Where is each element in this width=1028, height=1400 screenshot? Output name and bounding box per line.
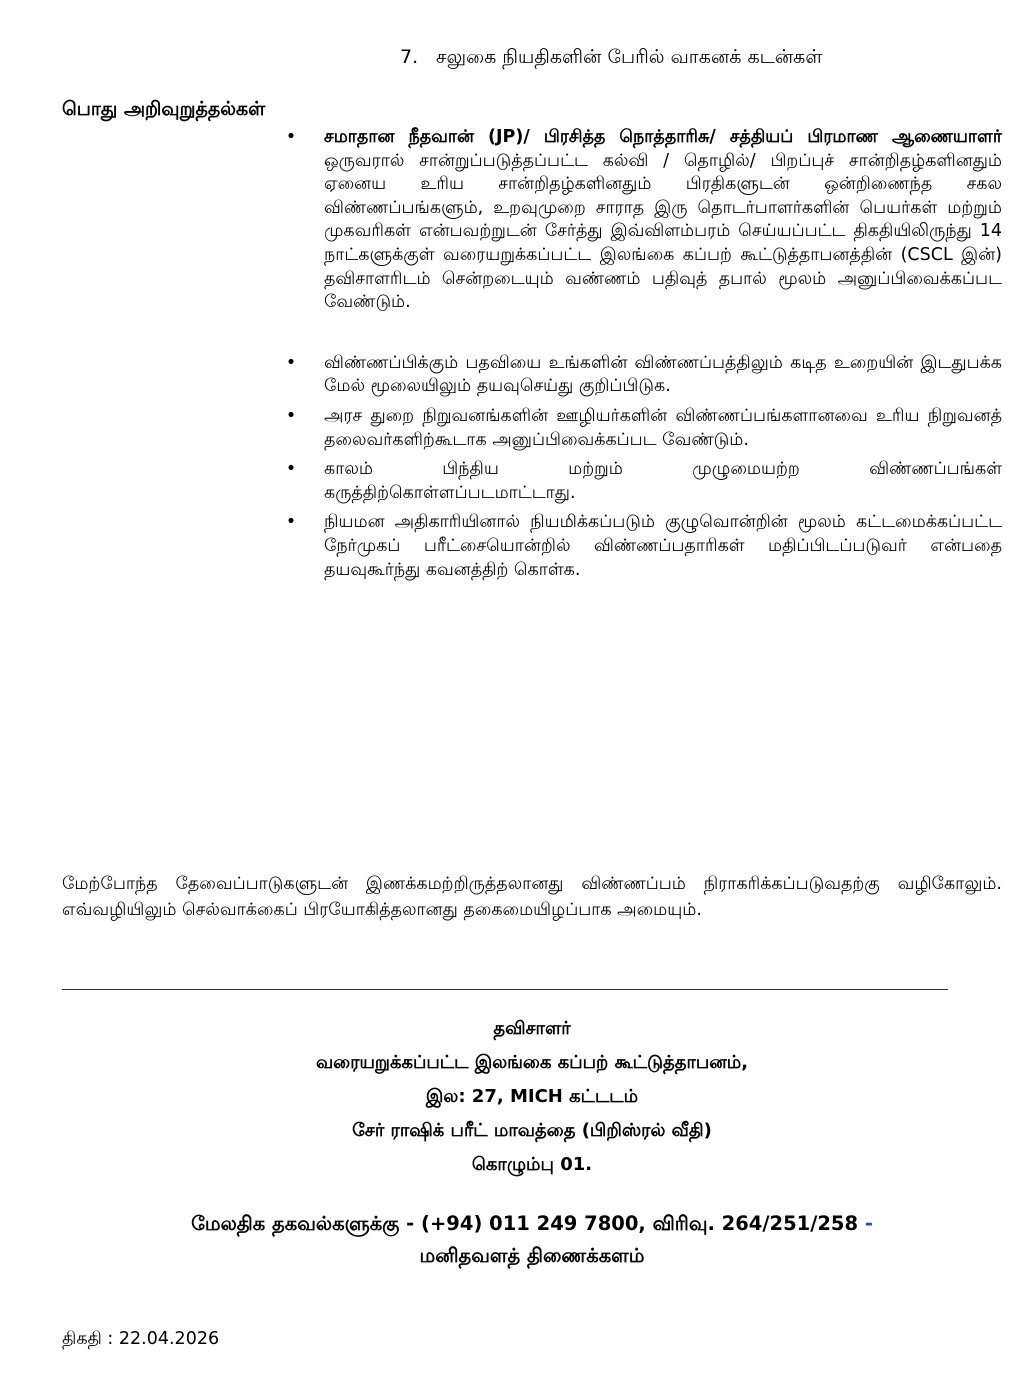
contact-phone: மேலதிக தகவல்களுக்கு - (+94) 011 249 7800, விரிவு. 264/251/258 <box>191 1212 859 1235</box>
numbered-item-7 <box>400 44 822 70</box>
instruction-text: விண்ணப்பிக்கும் பதவியை உங்களின் விண்ணப்பத்திலும் கடித உறையின் இடதுபக்க மேல் மூலையிலும் தயவுசெய்து குறிப்பிடுக. <box>324 352 1002 397</box>
contact-phone-line <box>62 1208 1002 1240</box>
address-building: இல: 27, MICH கட்டடம் <box>425 1086 639 1107</box>
bullet-icon: • <box>285 512 297 533</box>
address-street: சேர் ராஷிக் பரீட் மாவத்தை (பிறிஸ்ரல் வீதி) <box>352 1120 712 1141</box>
bullet-icon: • <box>285 352 297 373</box>
document-date: திகதி : 22.04.2026 <box>62 1329 220 1349</box>
instruction-item-post-applied <box>284 352 1002 399</box>
instruction-text: ஒருவரால் சான்றுப்படுத்தப்பட்ட கல்வி / தொழில்/ பிறப்புச் சான்றிதழ்களினதும் ஏனைய உரிய சான்றிதழ்களினதும் பிரதிகளுடன் ஒன்றிணைந்த சகல விண்ணப்பங்களும், உறவுமுறை சாராத இரு தொடர்பாளர்களின் பெயர்கள் மற்றும் முகவரிகள் என்பவற்றுடன் சேர்த்து இவ்விளம்பரம் செய்யப்பட்ட திகதியிலிருந்து 14 நாட்களுக்குள் வரையறுக்கப்பட்ட இலங்கை கப்பற் கூட்டுத்தாபனத்தின் (CSCL இன்) தவிசாளரிடம் சென்றடையும் வண்ணம் பதிவுத் தபால் மூலம் அனுப்பிவைக்கப்பட வேண்டும். <box>324 150 1002 313</box>
contact-block <box>62 1208 1002 1272</box>
address-city: கொழும்பு 01. <box>471 1154 593 1175</box>
divider-line <box>62 989 948 990</box>
address-block <box>62 1012 1002 1182</box>
instructions-list <box>284 126 1002 582</box>
contact-department: மனிதவளத் திணைக்களம் <box>419 1244 645 1267</box>
instruction-text: நியமன அதிகாரியினால் நியமிக்கப்படும் குழுவொன்றின் மூலம் கட்டமைக்கப்பட்ட நேர்முகப் பரீட்சையொன்றில் விண்ணப்பதாரிகள் மதிப்பிடப்படுவர் என்பதை தயவுகூர்ந்து கவனத்திற் கொள்க. <box>324 512 1002 580</box>
instruction-item-interview <box>284 511 1002 582</box>
bullet-icon: • <box>285 127 297 147</box>
bullet-icon: • <box>285 459 297 480</box>
address-title: தவிசாளர் <box>493 1018 571 1039</box>
bullet-icon: • <box>285 405 297 426</box>
instruction-text: அரச துறை நிறுவனங்களின் ஊழியர்களின் விண்ணப்பங்களானவை உரிய நிறுவனத் தலைவர்களிற்கூடாக அனுப்பிவைக்கப்பட வேண்டும். <box>324 405 1002 450</box>
instruction-item-late-applications <box>284 458 1002 505</box>
instruction-text: காலம் பிந்திய மற்றும் முழுமையற்ற விண்ணப்பங்கள் கருத்திற்கொள்ளப்படமாட்டாது. <box>324 459 1002 503</box>
instruction-item-government-employees <box>284 405 1002 452</box>
contact-dash: - <box>858 1212 873 1235</box>
instruction-item-certified-copies <box>284 126 1002 315</box>
item-text: சலுகை நியதிகளின் பேரில் வாகனக் கடன்கள் <box>436 46 823 68</box>
item-number: 7. <box>400 46 419 68</box>
address-organization: வரையறுக்கப்பட்ட இலங்கை கப்பற் கூட்டுத்தாபனம், <box>315 1052 749 1073</box>
certifying-officers: சமாதான நீதவான் (JP)/ பிரசித்த நொத்தாரிசு/ சத்தியப் பிரமாண ஆணையாளர் <box>324 127 1002 147</box>
general-instructions-heading: பொது அறிவுறுத்தல்கள் <box>62 98 266 120</box>
disqualification-warning: மேற்போந்த தேவைப்பாடுகளுடன் இணக்கமற்றிருத்தலானது விண்ணப்பம் நிராகரிக்கப்படுவதற்கு வழிகோலும். எவ்வழியிலும் செல்வாக்கைப் பிரயோகித்தலானது தகைமையிழப்பாக அமையும். <box>62 874 1002 920</box>
